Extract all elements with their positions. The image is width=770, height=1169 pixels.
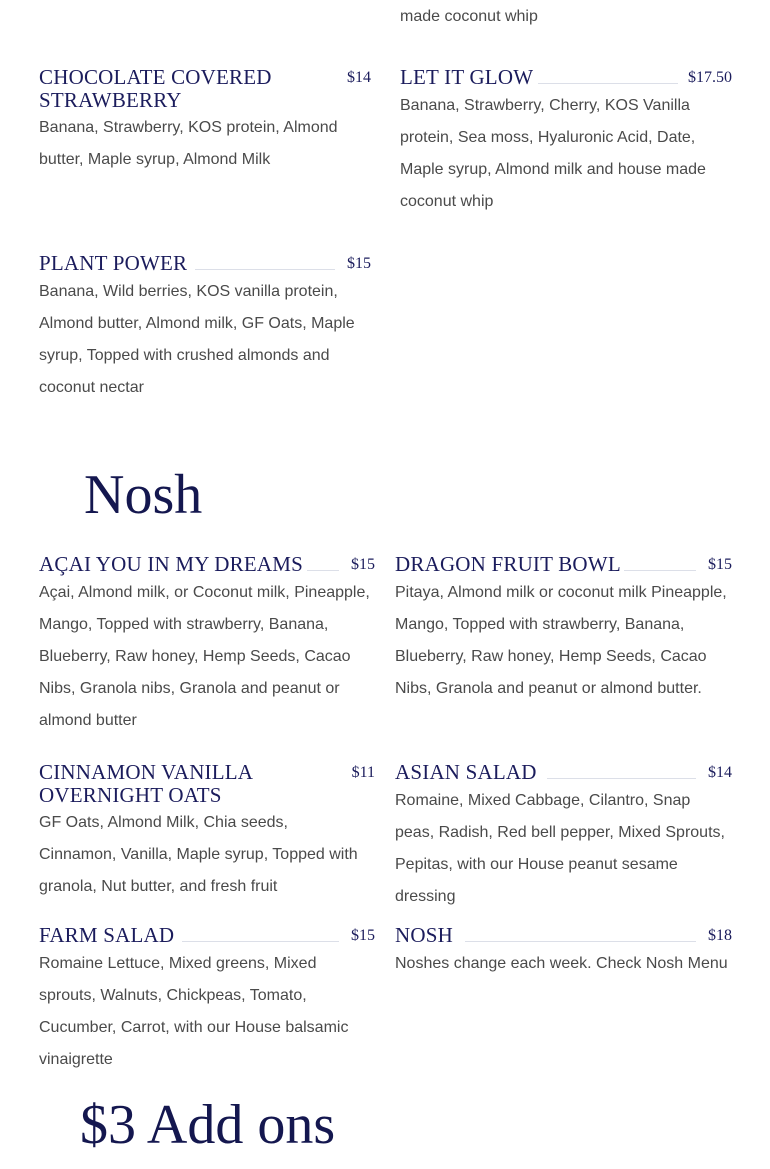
price-leader-line [547, 778, 696, 779]
item-description: Banana, Wild berries, KOS vanilla protein, Almond butter, Almond milk, GF Oats, Maple syrup, Topped with crushed almonds and coconut nectar [39, 283, 355, 396]
menu-item [39, 66, 371, 176]
item-name: PLANT POWER [39, 251, 188, 275]
menu-item [395, 761, 732, 913]
item-description: Banana, Strawberry, Cherry, KOS Vanilla protein, Sea moss, Hyaluronic Acid, Date, Maple syrup, Almond milk and house made coconut whip [400, 97, 706, 210]
item-description: Pitaya, Almond milk or coconut milk Pineapple, Mango, Topped with strawberry, Banana, Blueberry, Raw honey, Hemp Seeds, Cacao Nibs, Granola and peanut or almond butter. [395, 584, 727, 697]
item-name: FARM SALAD [39, 923, 175, 947]
price-leader-line [465, 941, 696, 942]
item-price: $14 [708, 764, 732, 781]
section-title-nosh: Nosh [84, 464, 203, 526]
item-name: AÇAI YOU IN MY DREAMS [39, 552, 303, 576]
item-name: NOSH [395, 923, 453, 947]
item-description-fragment: made coconut whip [400, 8, 538, 25]
price-leader-line [195, 269, 335, 270]
item-description: Noshes change each week. Check Nosh Menu [395, 955, 728, 972]
item-name: CINNAMON VANILLA OVERNIGHT OATS [39, 760, 253, 807]
menu-item [395, 924, 732, 980]
price-leader-line [182, 941, 339, 942]
menu-item [400, 66, 732, 218]
item-name: DRAGON FRUIT BOWL [395, 552, 621, 576]
item-name: ASIAN SALAD [395, 760, 537, 784]
item-price: $15 [708, 556, 732, 573]
menu-item [39, 252, 371, 404]
item-name: CHOCOLATE COVERED STRAWBERRY [39, 65, 272, 112]
price-leader-line [307, 570, 339, 571]
item-price: $15 [351, 927, 375, 944]
item-price: $14 [347, 69, 371, 86]
item-price: $15 [347, 255, 371, 272]
price-leader-line [538, 83, 678, 84]
item-price: $17.50 [688, 69, 732, 86]
item-description: Açai, Almond milk, or Coconut milk, Pineapple, Mango, Topped with strawberry, Banana, Blueberry, Raw honey, Hemp Seeds, Cacao Nibs, Granola nibs, Granola and peanut or almond butter [39, 584, 370, 729]
menu-item [395, 553, 732, 705]
item-description: Romaine Lettuce, Mixed greens, Mixed sprouts, Walnuts, Chickpeas, Tomato, Cucumber, Carrot, with our House balsamic vinaigrette [39, 955, 349, 1068]
menu-item [39, 924, 375, 1076]
item-description: Romaine, Mixed Cabbage, Cilantro, Snap peas, Radish, Red bell pepper, Mixed Sprouts, Pepitas, with our House peanut sesame dressing [395, 792, 725, 905]
section-title-add-ons: $3 Add ons [80, 1094, 336, 1156]
item-price: $15 [351, 556, 375, 573]
item-price: $11 [351, 764, 375, 781]
item-description: Banana, Strawberry, KOS protein, Almond butter, Maple syrup, Almond Milk [39, 119, 338, 168]
item-name: LET IT GLOW [400, 65, 534, 89]
menu-item [39, 761, 375, 903]
item-price: $18 [708, 927, 732, 944]
menu-item [39, 553, 375, 737]
price-leader-line [624, 570, 696, 571]
item-description: GF Oats, Almond Milk, Chia seeds, Cinnamon, Vanilla, Maple syrup, Topped with granola, Nut butter, and fresh fruit [39, 814, 358, 895]
